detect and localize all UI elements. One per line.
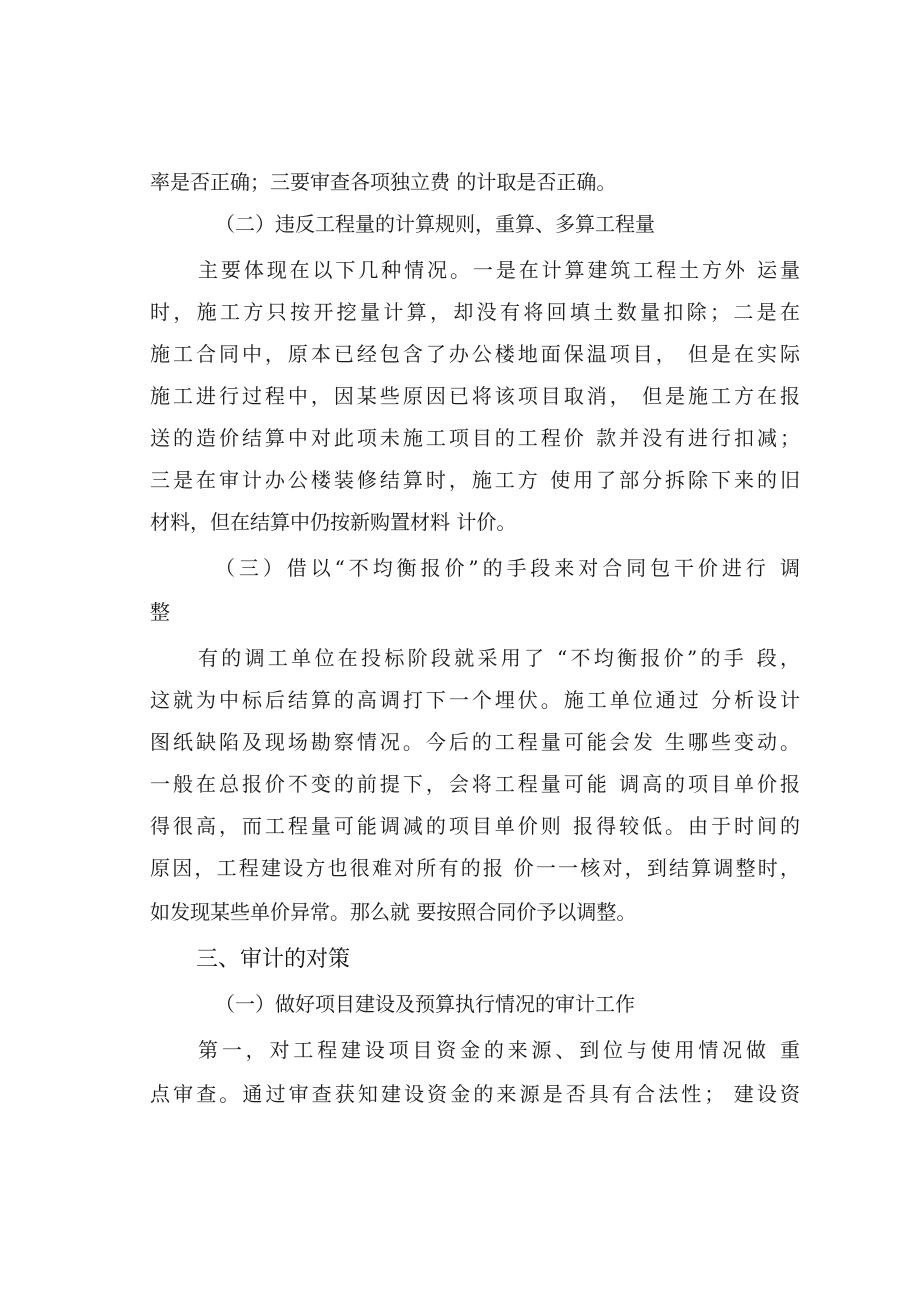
paragraph-line: 有的调工单位在投标阶段就采用了 “不均衡报价”的手 段， bbox=[198, 646, 800, 670]
section-heading: 三、审计的对策 bbox=[196, 947, 351, 972]
paragraph-line: 施工合同中，原本已经包含了办公楼地面保温项目， 但是在实际 bbox=[150, 342, 800, 366]
paragraph-line: 第一，对工程建设项目资金的来源、到位与使用情况做 重 bbox=[198, 1038, 800, 1062]
paragraph-line: 送的造价结算中对此项未施工项目的工程价 款并没有进行扣减； bbox=[150, 426, 800, 450]
subheading-1: （一）做好项目建设及预算执行情况的审计工作 bbox=[215, 992, 635, 1016]
subheading-3: （三）借以“不均衡报价”的手段来对合同包干价进行 调 bbox=[215, 556, 800, 580]
paragraph-line: 得很高，而工程量可能调减的项目单价则 报得较低。由于时间的 bbox=[150, 814, 800, 838]
paragraph-line: 施工进行过程中，因某些原因已将该项目取消， 但是施工方在报 bbox=[150, 384, 800, 408]
paragraph-line: 率是否正确；三要审查各项独立费 的计取是否正确。 bbox=[150, 170, 617, 194]
paragraph-line: 如发现某些单价异常。那么就 要按照合同价予以调整。 bbox=[150, 900, 637, 924]
paragraph-line: 时，施工方只按开挖量计算，却没有将回填土数量扣除；二是在 bbox=[150, 300, 800, 324]
paragraph-line: 主要体现在以下几种情况。一是在计算建筑工程土方外 运量 bbox=[198, 258, 800, 282]
paragraph-line: 一般在总报价不变的前提下，会将工程量可能 调高的项目单价报 bbox=[150, 772, 800, 796]
paragraph-line: 材料，但在结算中仍按新购置材料 计价。 bbox=[150, 510, 517, 534]
subheading-2: （二）违反工程量的计算规则，重算、多算工程量 bbox=[215, 212, 655, 236]
paragraph-line: 原因，工程建设方也很难对所有的报 价一一核对，到结算调整时， bbox=[150, 856, 800, 880]
paragraph-line: 点审查。通过审查获知建设资金的来源是否具有合法性； 建设资 bbox=[150, 1082, 800, 1106]
subheading-3-continued: 整 bbox=[150, 600, 170, 624]
paragraph-line: 三是在审计办公楼装修结算时，施工方 使用了部分拆除下来的旧 bbox=[150, 468, 800, 492]
paragraph-line: 图纸缺陷及现场勘察情况。今后的工程量可能会发 生哪些变动。 bbox=[150, 730, 800, 754]
paragraph-line: 这就为中标后结算的高调打下一个埋伏。施工单位通过 分析设计 bbox=[150, 688, 800, 712]
